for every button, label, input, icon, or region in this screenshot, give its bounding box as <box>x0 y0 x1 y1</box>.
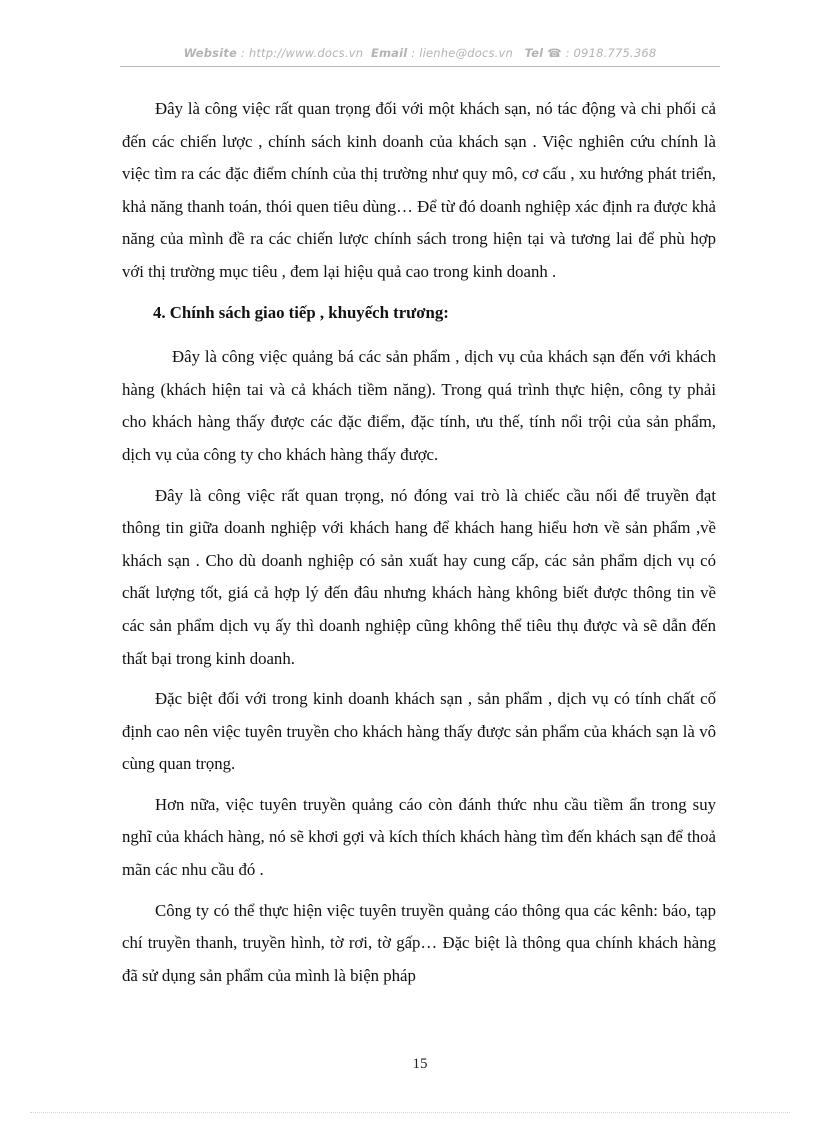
tel-number: 0918.775.368 <box>573 46 657 60</box>
website-url: http://www.docs.vn <box>248 46 364 60</box>
tel-separator: : <box>561 46 574 60</box>
website-label: Website <box>183 46 238 60</box>
paragraph-advertising-effect: Hơn nữa, việc tuyên truyền quảng cáo còn đánh thức nhu cầu tiềm ẩn trong suy nghĩ của khách hàng, nó sẽ khơi gợi và kích thích khách hàng tìm đến khách sạn để thoả mãn các nhu cầu đó . <box>122 794 716 880</box>
section-heading: 4. Chính sách giao tiếp , khuyếch trương: <box>153 302 449 322</box>
website-separator: : <box>237 46 249 60</box>
paragraph-channels: Công ty có thể thực hiện việc tuyên truyền quảng cáo thông qua các kênh: báo, tạp chí truyền thanh, truyền hình, tờ rơi, tờ gấp… Đặc biệt là thông qua chính khách hàng đã sử dụng sản phẩm của mình là biện pháp <box>122 900 716 985</box>
page-header <box>120 46 720 60</box>
paragraph-promotion-intro: Đây là công việc quảng bá các sản phẩm , dịch vụ của khách sạn đến với khách hàng (khách hiện tai và cả khách tiềm năng). Trong quá trình thực hiện, công ty phải cho khách hàng thấy được các đặc điểm, đặc tính, ưu thế, tính nổi trội của sản phẩm, dịch vụ của công ty cho khách hàng thấy được. <box>122 347 716 464</box>
page-bottom-border <box>30 1112 790 1113</box>
telephone-icon: ☎ <box>547 46 562 60</box>
header-divider <box>120 66 720 67</box>
email-address: lienhe@docs.vn <box>419 46 514 60</box>
paragraph-market-research: Đây là công việc rất quan trọng đối với một khách sạn, nó tác động và chi phối cả đến các chiến lược , chính sách kinh doanh của khách sạn . Việc nghiên cứu chính là việc tìm ra các đặc điểm chính của thị trường như quy mô, cơ cấu , xu hướng phát triển, khả năng thanh toán, thói quen tiêu dùng… Để từ đó doanh nghiệp xác định ra được khả năng của mình đề ra các chiến lược chính sách trong hiện tại và tương lai để phù hợp với thị trường mục tiêu , đem lại hiệu quả cao trong kinh doanh . <box>122 99 716 281</box>
tel-label: Tel <box>524 46 544 60</box>
page-body <box>122 93 716 1000</box>
page-number: 15 <box>412 1056 428 1072</box>
email-separator: : <box>407 46 420 60</box>
email-label: Email <box>370 46 408 60</box>
paragraph-hotel-specific: Đặc biệt đối với trong kinh doanh khách sạn , sản phẩm , dịch vụ có tính chất cố định cao nên việc tuyên truyền cho khách hàng thấy được sản phẩm của khách sạn là vô cùng quan trọng. <box>122 689 716 774</box>
paragraph-importance: Đây là công việc rất quan trọng, nó đóng vai trò là chiếc cầu nối để truyền đạt thông tin giữa doanh nghiệp với khách hang để khách hang hiểu hơn về sản phẩm ,về khách sạn . Cho dù doanh nghiệp có sản xuất hay cung cấp, các sản phẩm dịch vụ có chất lượng tốt, giá cả hợp lý đến đâu nhưng khách hàng không biết được thông tin về các sản phẩm dịch vụ ấy thì doanh nghiệp cũng không thể tiêu thụ được và sẽ dẫn đến thất bại trong kinh doanh. <box>122 485 716 668</box>
